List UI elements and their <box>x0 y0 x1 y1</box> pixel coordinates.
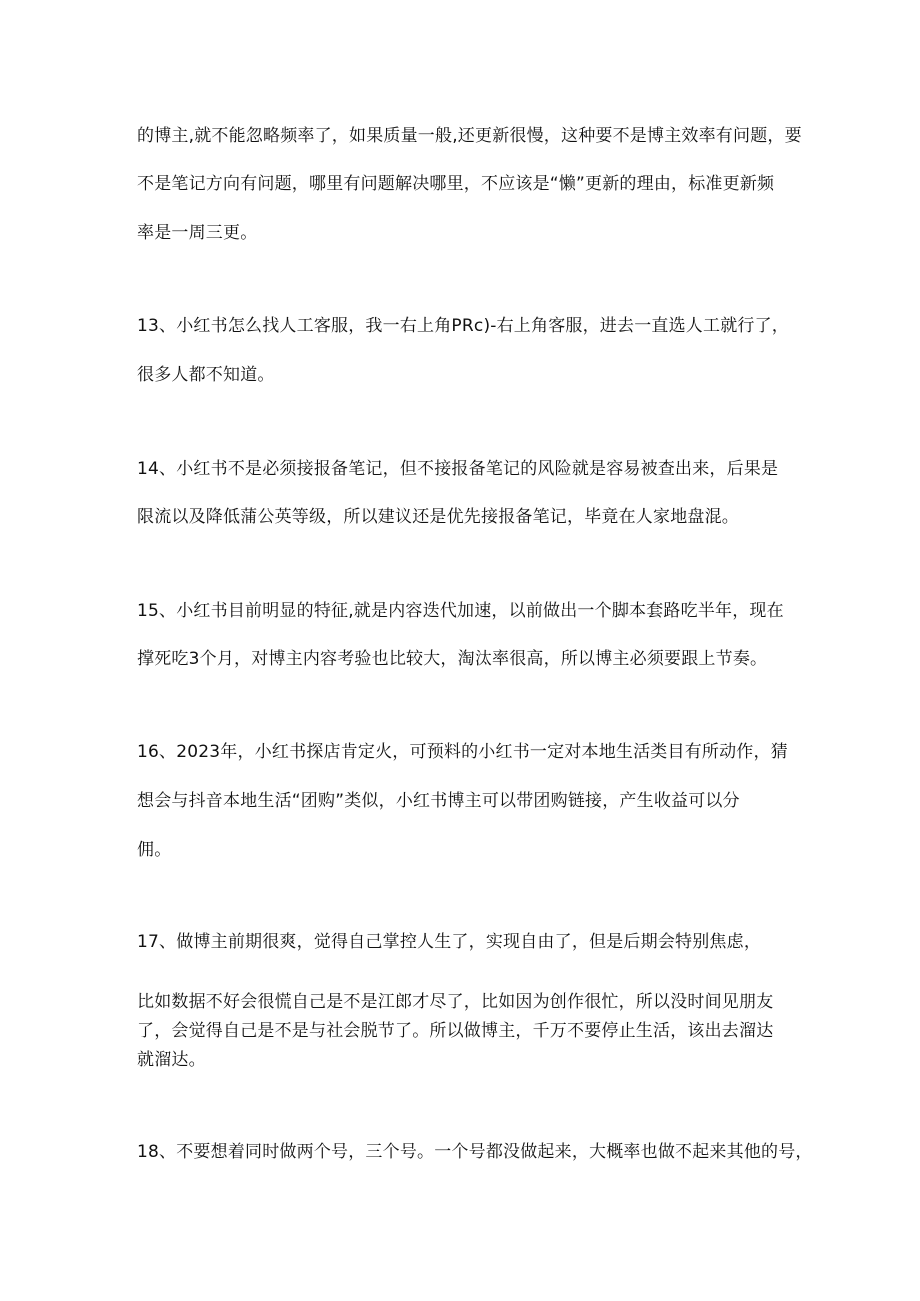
paragraph-13-line-1: 13、小红书怎么找人工客服，我一右上角PRc)-右上角客服，进去一直选人工就行了， <box>137 316 790 336</box>
paragraph-17-line-3: 了，会觉得自己是不是与社会脱节了。所以做博主，千万不要停止生活，该出去溜达 <box>137 1021 774 1041</box>
paragraph-16-line-1: 16、2023年，小红书探店肯定火，可预料的小红书一定对本地生活类目有所动作，猜 <box>137 742 788 762</box>
paragraph-18-line-1: 18、不要想着同时做两个号，三个号。一个号都没做起来，大概率也做不起来其他的号， <box>137 1142 813 1162</box>
paragraph-12-line-3: 率是一周三更。 <box>137 223 258 243</box>
paragraph-13-line-2: 很多人都不知道。 <box>137 365 275 385</box>
paragraph-17-line-1: 17、做博主前期很爽，觉得自己掌控人生了，实现自由了，但是后期会特别焦虑， <box>137 932 762 952</box>
paragraph-15-line-2: 撑死吃3个月，对博主内容考验也比较大，淘汰率很高，所以博主必须要跟上节奏。 <box>137 649 768 669</box>
paragraph-12-line-1: 的博主,就不能忽略频率了，如果质量一般,还更新很慢，这种要不是博主效率有问题，要 <box>137 126 802 146</box>
paragraph-17-line-4: 就溜达。 <box>137 1050 206 1070</box>
paragraph-12-line-2: 不是笔记方向有问题，哪里有问题解决哪里，不应该是“懒”更新的理由，标准更新频 <box>137 174 775 194</box>
paragraph-16-line-2: 想会与抖音本地生活“团购”类似，小红书博主可以带团购链接，产生收益可以分 <box>137 791 740 811</box>
paragraph-15-line-1: 15、小红书目前明显的特征,就是内容迭代加速，以前做出一个脚本套路吃半年，现在 <box>137 601 784 621</box>
paragraph-14-line-1: 14、小红书不是必须接报备笔记，但不接报备笔记的风险就是容易被查出来，后果是 <box>137 459 779 479</box>
paragraph-16-line-3: 佣。 <box>137 840 172 860</box>
paragraph-14-line-2: 限流以及降低蒲公英等级，所以建议还是优先接报备笔记，毕竟在人家地盘混。 <box>137 507 739 527</box>
paragraph-17-line-2: 比如数据不好会很慌自己是不是江郎才尽了，比如因为创作很忙，所以没时间见朋友 <box>137 992 774 1012</box>
